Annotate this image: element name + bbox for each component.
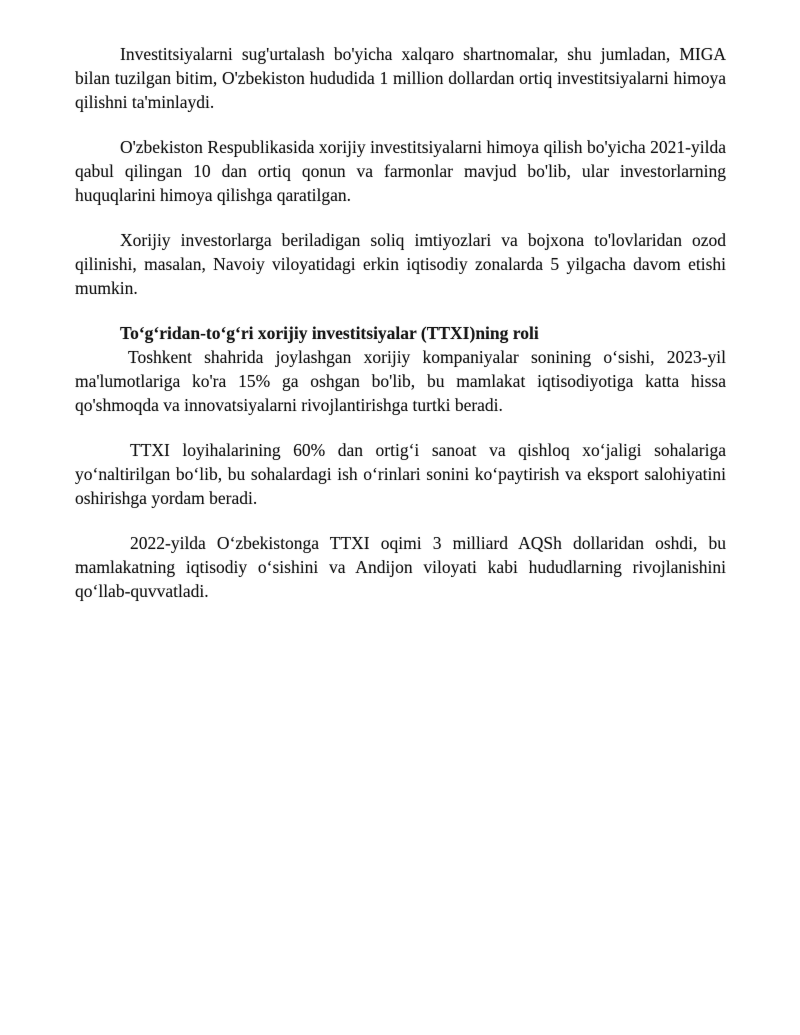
document-page bbox=[75, 42, 726, 624]
paragraph-fdi-sectors: TTXI loyihalarining 60% dan ortig‘i sanoat va qishloq xo‘jaligi sohalariga yo‘naltirilgan bo‘lib, bu sohalardagi ish o‘rinlari sonini ko‘paytirish va eksport salohiyatini oshirishga yordam beradi. bbox=[75, 440, 726, 508]
paragraph-investment-laws: O'zbekiston Respublikasida xorijiy investitsiyalarni himoya qilish bo'yicha 2021-yilda qabul qilingan 10 dan ortiq qonun va farmonlar mavjud bo'lib, ular investorlarning huquqlarini himoya qilishga qaratilgan. bbox=[75, 137, 726, 205]
section-heading: To‘g‘ridan-to‘g‘ri xorijiy investitsiyalar (TTXI)ning roli bbox=[120, 323, 539, 343]
paragraph-fdi-inflow: 2022-yilda O‘zbekistonga TTXI oqimi 3 milliard AQSh dollaridan oshdi, bu mamlakatning iqtisodiy o‘sishini va Andijon viloyati kabi hududlarning rivojlanishini qo‘llab-quvvatladi. bbox=[75, 533, 726, 601]
paragraph-tashkent-growth: Toshkent shahrida joylashgan xorijiy kompaniyalar sonining o‘sishi, 2023-yil ma'lumotlariga ko'ra 15% ga oshgan bo'lib, bu mamlakat iqtisodiyotiga katta hissa qo'shmoqda va innovatsiyalarni rivojlantirishga turtki beradi. bbox=[75, 347, 726, 415]
paragraph-miga-insurance: Investitsiyalarni sug'urtalash bo'yicha xalqaro shartnomalar, shu jumladan, MIGA bilan tuzilgan bitim, O'zbekiston hududida 1 million dollardan ortiq investitsiyalarni himoya qilishni ta'minlaydi. bbox=[75, 44, 726, 112]
paragraph-tax-benefits: Xorijiy investorlarga beriladigan soliq imtiyozlari va bojxona to'lovlaridan ozod qilinishi, masalan, Navoiy viloyatidagi erkin iqtisodiy zonalarda 5 yilgacha davom etishi mumkin. bbox=[75, 230, 726, 298]
